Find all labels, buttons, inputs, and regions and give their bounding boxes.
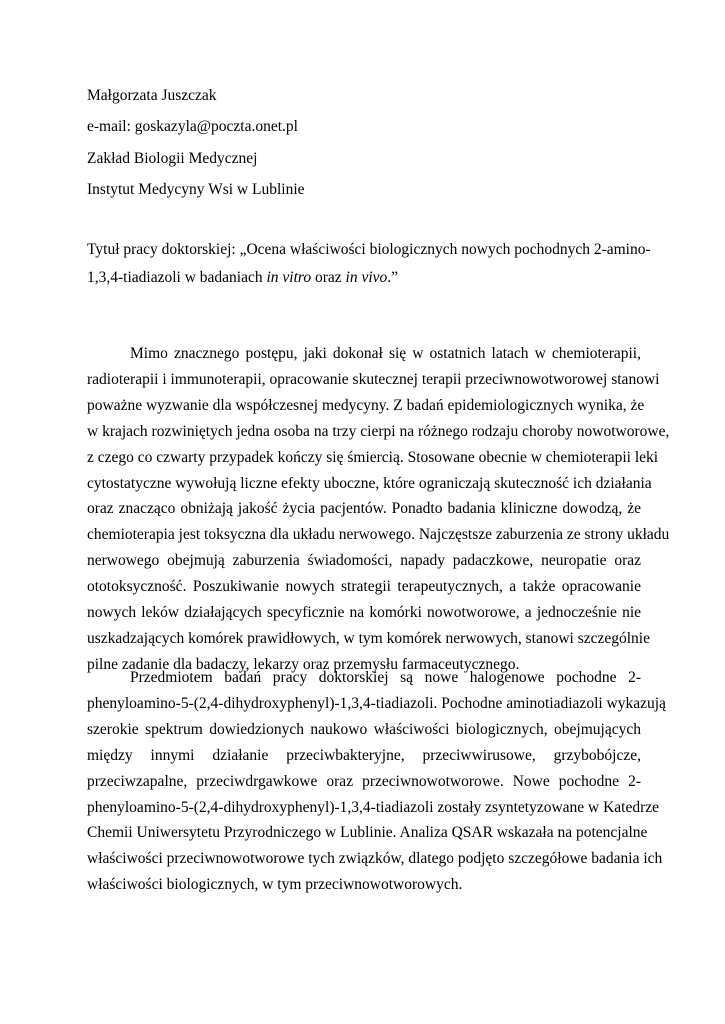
paragraph-line: przeciwzapalne, przeciwdrgawkowe oraz przeciwnowotworowe. Nowe pochodne 2- (87, 772, 641, 790)
paragraph-line: ototoksyczność. Poszukiwanie nowych strategii terapeutycznych, a także opracowanie (87, 578, 641, 596)
thesis-title-line-2: 1,3,4-tiadiazoli w badaniach in vitro oraz in vivo.” (87, 269, 399, 286)
paragraph-line: Przedmiotem badań pracy doktorskiej są nowe halogenowe pochodne 2- (130, 669, 641, 686)
paragraph-line: właściwości biologicznych, w tym przeciwnowotworowych. (87, 876, 463, 894)
paragraph-line: w krajach rozwiniętych jedna osoba na trzy cierpi na różnego rodzaju choroby nowotworowe, (87, 422, 670, 440)
paragraph-line: właściwości przeciwnowotworowe tych związków, dlatego podjęto szczegółowe badania ich (87, 850, 663, 868)
paragraph-line: uszkadzających komórek prawidłowych, w tym komórek nerwowych, stanowi szczególnie (87, 629, 650, 647)
paragraph-line: Mimo znacznego postępu, jaki dokonał się w ostatnich latach w chemioterapii, (130, 345, 641, 362)
paragraph-line: pilne zadanie dla badaczy, lekarzy oraz przemysłu farmaceutycznego. (87, 655, 520, 673)
paragraph-line: cytostatyczne wywołują liczne efekty uboczne, które ograniczają skuteczność ich działania (87, 474, 652, 492)
paragraph-line: phenyloamino-5-(2,4-dihydroxyphenyl)-1,3,4-tiadiazoli. Pochodne aminotiadiazoli wykazują (87, 694, 666, 712)
paragraph-line: oraz znacząco obniżają jakość życia pacjentów. Ponadto badania kliniczne dowodzą, że (87, 500, 641, 518)
author-email: e-mail: goskazyla@poczta.onet.pl (87, 118, 298, 135)
paragraph-line: między innymi działanie przeciwbakteryjne, przeciwwirusowe, grzybobójcze, (87, 746, 641, 764)
paragraph-line: szerokie spektrum dowiedzionych naukowo właściwości biologicznych, obejmujących (87, 720, 641, 738)
department-name: Zakład Biologii Medycznej (87, 150, 258, 167)
paragraph-line: Chemii Uniwersytetu Przyrodniczego w Lublinie. Analiza QSAR wskazała na potencjalne (87, 824, 648, 842)
paragraph-line: poważne wyzwanie dla współczesnej medycyny. Z badań epidemiologicznych wynika, że (87, 396, 645, 414)
paragraph-line: phenyloamino-5-(2,4-dihydroxyphenyl)-1,3,4-tiadiazoli zostały zsyntetyzowane w Katedrze (87, 798, 660, 816)
institute-name: Instytut Medycyny Wsi w Lublinie (87, 181, 305, 198)
paragraph-line: nowych leków działających specyficznie na komórki nowotworowe, a jednocześnie nie (87, 604, 641, 621)
paragraph-line: nerwowego obejmują zaburzenia świadomości, napady padaczkowe, neuropatie oraz (87, 552, 641, 570)
paragraph-line: z czego co czwarty przypadek kończy się śmiercią. Stosowane obecnie w chemioterapii leki (87, 448, 659, 466)
paragraph-line: chemioterapia jest toksyczna dla układu nerwowego. Najczęstsze zaburzenia ze strony układu (87, 526, 670, 544)
paragraph-line: radioterapii i immunoterapii, opracowanie skutecznej terapii przeciwnowotworowej stanowi (87, 370, 660, 388)
author-name: Małgorzata Juszczak (87, 87, 217, 104)
thesis-title-line-1: Tytuł pracy doktorskiej: „Ocena właściwości biologicznych nowych pochodnych 2-amino- (87, 241, 651, 258)
